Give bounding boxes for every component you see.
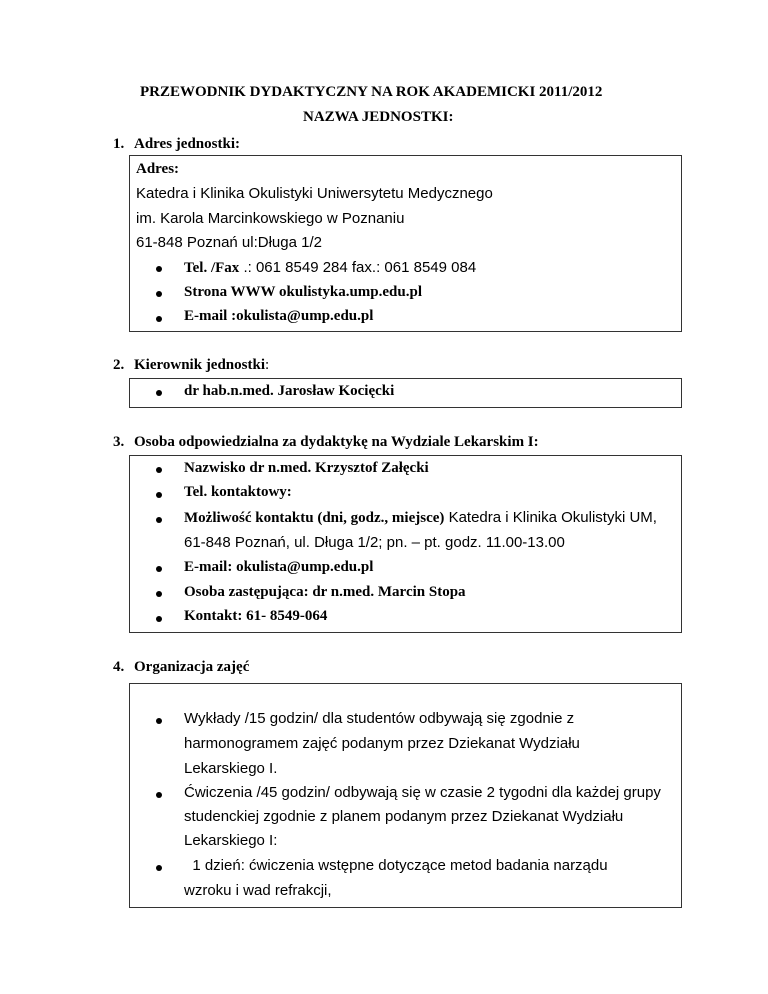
bullet-icon <box>156 865 162 871</box>
contact-hours-label: Możliwość kontaktu (dni, godz., miejsce) <box>184 510 445 526</box>
address-label: Adres: <box>136 161 180 177</box>
day-1-line-1: 1 dzień: ćwiczenia wstępne dotyczące metod badania narządu <box>184 857 608 874</box>
bullet-icon <box>156 291 162 297</box>
address-line-2: im. Karola Marcinkowskiego w Poznaniu <box>136 210 405 227</box>
lectures-line-1: Wykłady /15 godzin/ dla studentów odbywają się zgodnie z <box>184 710 575 727</box>
website-link[interactable]: Strona WWW okulistyka.ump.edu.pl <box>184 284 423 300</box>
email-link[interactable]: E-mail :okulista@ump.edu.pl <box>184 308 374 324</box>
address-line-1: Katedra i Klinika Okulistyki Uniwersytetu Medycznego <box>136 185 493 202</box>
section-4-heading: Organizacja zajęć <box>134 659 250 675</box>
bullet-icon <box>156 266 162 272</box>
bullet-icon <box>156 316 162 322</box>
bullet-icon <box>156 517 162 523</box>
section-4-number: 4. <box>113 659 125 675</box>
exercises-line-2: studenckiej zgodnie z planem podanym przez Dziekanat Wydziału <box>184 808 624 825</box>
exercises-line-1: Ćwiczenia /45 godzin/ odbywają się w czasie 2 tygodni dla każdej grupy <box>184 784 661 801</box>
unit-head-name: dr hab.n.med. Jarosław Kocięcki <box>184 383 395 399</box>
bullet-icon <box>156 591 162 597</box>
contact-phone-label: Tel. kontaktowy: <box>184 484 292 500</box>
bullet-icon <box>156 390 162 396</box>
exercises-line-3: Lekarskiego I: <box>184 832 278 849</box>
bullet-icon <box>156 792 162 798</box>
bullet-icon <box>156 492 162 498</box>
section-2-heading-colon: : <box>265 357 270 373</box>
section-3-heading: Osoba odpowiedzialna za dydaktykę na Wydziale Lekarskim I: <box>134 434 539 450</box>
section-2-heading-text: Kierownik jednostki <box>134 357 265 373</box>
tel-fax-value: .: 061 8549 284 fax.: 061 8549 084 <box>239 259 477 276</box>
address-line-3: 61-848 Poznań ul:Długa 1/2 <box>136 234 322 251</box>
head-box <box>129 378 682 408</box>
deputy-contact: Kontakt: 61- 8549-064 <box>184 608 328 624</box>
organization-box <box>129 683 682 908</box>
day-1-line-2: wzroku i wad refrakcji, <box>184 882 332 899</box>
contact-hours-continuation: 61-848 Poznań, ul. Długa 1/2; pn. – pt. godz. 11.00-13.00 <box>184 534 565 551</box>
tel-fax-line <box>184 259 476 277</box>
section-3-number: 3. <box>113 434 125 450</box>
bullet-icon <box>156 467 162 473</box>
contact-hours-value: Katedra i Klinika Okulistyki UM, <box>444 509 657 526</box>
lectures-line-2: harmonogramem zajęć podanym przez Dziekanat Wydziału <box>184 735 580 752</box>
tel-fax-label: Tel. /Fax <box>184 260 240 276</box>
section-1-number: 1. <box>113 136 125 152</box>
section-2-heading <box>134 357 269 374</box>
section-1-heading: Adres jednostki: <box>134 136 240 152</box>
coordinator-name: Nazwisko dr n.med. Krzysztof Załęcki <box>184 460 429 476</box>
bullet-icon <box>156 566 162 572</box>
teaching-contact-box <box>129 455 682 633</box>
deputy-person: Osoba zastępująca: dr n.med. Marcin Stopa <box>184 584 466 600</box>
bullet-icon <box>156 616 162 622</box>
bullet-icon <box>156 718 162 724</box>
coordinator-email[interactable]: E-mail: okulista@ump.edu.pl <box>184 559 374 575</box>
address-box <box>129 155 682 332</box>
section-2-number: 2. <box>113 357 125 373</box>
document-title: PRZEWODNIK DYDAKTYCZNY NA ROK AKADEMICKI 2011/2012 <box>140 84 603 100</box>
lectures-line-3: Lekarskiego I. <box>184 760 278 777</box>
unit-name: NAZWA JEDNOSTKI: <box>303 109 454 125</box>
contact-hours-line <box>184 509 657 527</box>
